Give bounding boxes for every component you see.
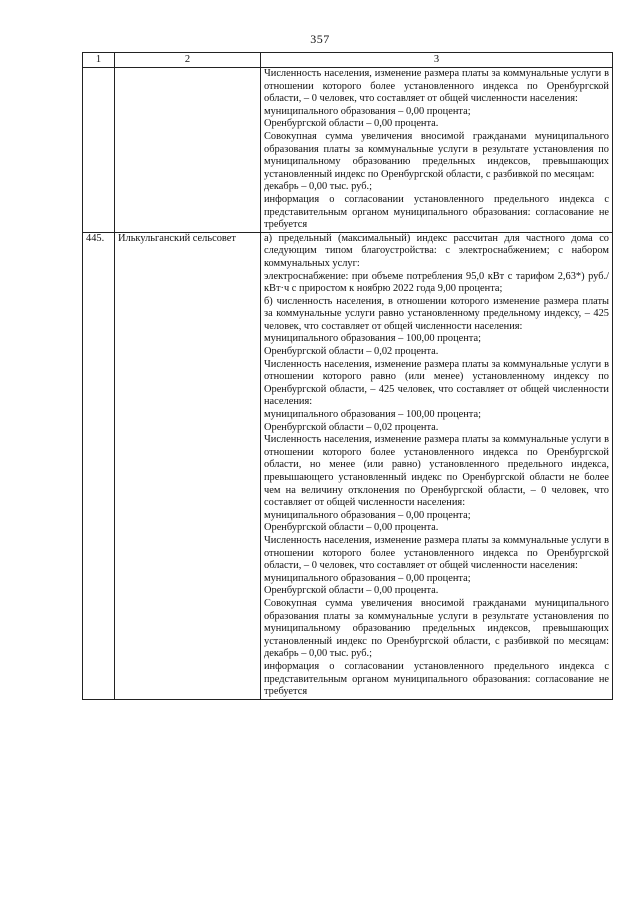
paragraph: муниципального образования – 0,00 процента; [264,572,471,584]
row-number-cell [83,68,115,233]
paragraph: Оренбургской области – 0,00 процента. [264,522,439,534]
paragraph: а) предельный (максимальный) индекс рассчитан для частного дома со следующим типом благоустройства: с электроснабжением; с набором коммунальных услуг: [264,232,609,269]
paragraph: Оренбургской области – 0,00 процента. [264,585,439,597]
paragraph: Оренбургской области – 0,02 процента. [264,346,439,358]
page-number: 357 [310,32,330,46]
paragraph: Оренбургской области – 0,02 процента. [264,421,439,433]
paragraph: Оренбургской области – 0,00 процента. [264,118,439,130]
paragraph: б) численность населения, в отношении которого изменение размера платы за коммунальные услуги равно установленному предельному индексу, – 425 человек, что составляет от общей численности населения: [264,295,609,332]
paragraph: электроснабжение: при объеме потребления 95,0 кВт с тарифом 2,63*) руб./кВт·ч с приростом к ноябрю 2022 года 9,00 процента; [264,270,609,295]
row-description-cell [261,232,613,699]
paragraph: Численность населения, изменение размера платы за коммунальные услуги в отношении которого более установленного индекса по Оренбургской области, – 0 человек, что составляет от общей численности населения: [264,534,609,572]
document-table [82,52,613,700]
paragraph: муниципального образования – 0,00 процента; [264,105,471,117]
column-header: 2 [115,53,261,68]
paragraph: Численность населения, изменение размера платы за коммунальные услуги в отношении которого более установленного индекса по Оренбургской области, – 0 человек, что составляет от общей численности населения: [264,68,609,105]
paragraph-list [264,233,609,699]
paragraph: муниципального образования – 0,00 процента; [264,509,471,521]
paragraph: Совокупная сумма увеличения вносимой гражданами муниципального образования платы за коммунальные услуги в результате установления по муниципальному образованию предельных индексов, превышающих установленный индекс по Оренбургской области, с разбивкой по месяцам: [264,130,609,180]
paragraph-list [264,68,609,232]
paragraph: Совокупная сумма увеличения вносимой гражданами муниципального образования платы за коммунальные услуги в результате установления по муниципальному образованию предельных индексов, превышающих установленный индекс по Оренбургской области, с разбивкой по месяцам: декабрь – 0,00 тыс. руб.; [264,597,609,660]
paragraph: информация о согласовании установленного предельного индекса с представительным органом муниципального образования: согласование не требуется [264,660,609,698]
paragraph: муниципального образования – 100,00 процента; [264,409,481,421]
table-header-row [83,53,613,68]
row-name-cell: Илькульганский сельсовет [115,232,261,699]
paragraph: Численность населения, изменение размера платы за коммунальные услуги в отношении которого равно (или менее) установленному индексу по Оренбургской области, – 425 человек, что составляет от общей численности населения: [264,358,609,408]
paragraph: Численность населения, изменение размера платы за коммунальные услуги в отношении которого более установленного индекса по Оренбургской области, но менее (или равно) установленного предельного индекса, превышающего установленный индекс по Оренбургской области не более чем на величину отклонения по Оренбургской области, – 0 человек, что составляет от общей численности населения: [264,434,609,509]
paragraph: информация о согласовании установленного предельного индекса с представительным органом муниципального образования: согласование не требуется [264,193,609,231]
paragraph: муниципального образования – 100,00 процента; [264,333,481,345]
row-description-cell [261,68,613,233]
row-name-cell [115,68,261,233]
paragraph: декабрь – 0,00 тыс. руб.; [264,181,373,193]
table-row-continuation [83,68,613,233]
row-number-cell: 445. [83,232,115,699]
table-row [83,232,613,699]
column-header: 3 [261,53,613,68]
column-header: 1 [83,53,115,68]
